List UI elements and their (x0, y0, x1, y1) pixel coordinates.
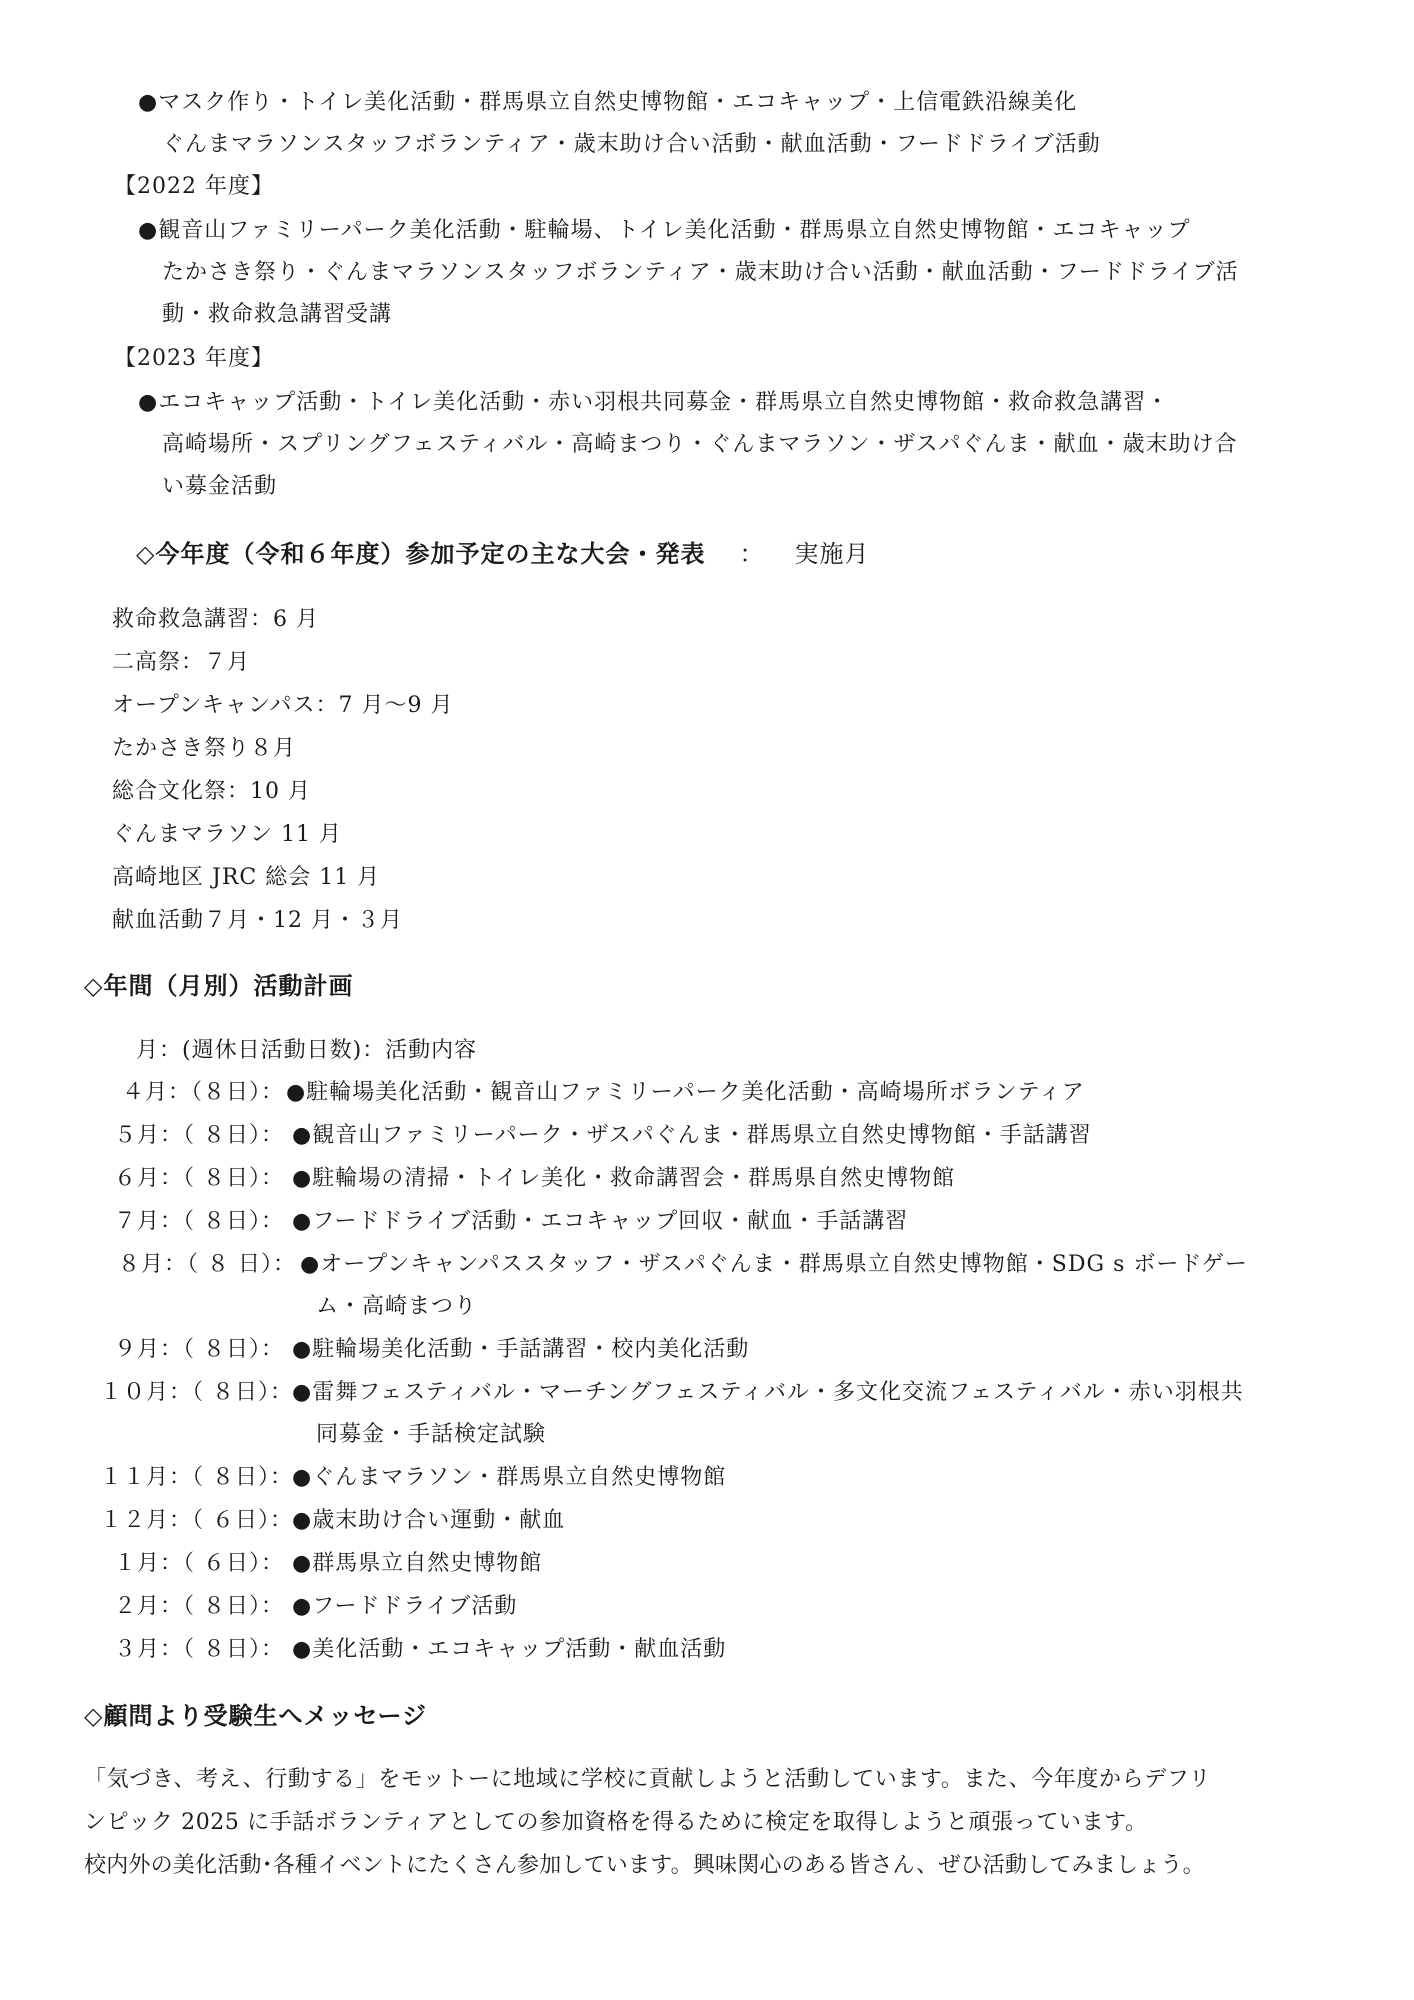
event-item: オープンキャンパス：7 月〜9 月 (112, 693, 454, 718)
plan-row-label: ４月：（８日）： (121, 1080, 284, 1105)
past-activities-line: ぐんまマラソンスタッフボランティア・歳末助け合い活動・献血活動・フードドライブ活動 (162, 132, 1101, 157)
past-activities-line: ●マスク作り・トイレ美化活動・群馬県立自然史博物館・エコキャップ・上信電鉄沿線美化 (138, 90, 1078, 115)
events-heading-colon: ： (739, 540, 765, 568)
year-2023-line: ●エコキャップ活動・トイレ美化活動・赤い羽根共同募金・群馬県立自然史博物館・救命救急講習・ (138, 390, 1170, 415)
plan-row-text: ●ぐんまマラソン・群馬県立自然史博物館 (292, 1465, 727, 1490)
plan-row-text: ●歳末助け合い運動・献血 (292, 1508, 566, 1533)
plan-row-label: ９月：（ ８日）： (114, 1337, 284, 1362)
year-2022-line: たかさき祭り・ぐんまマラソンスタッフボランティア・歳末助け合い活動・献血活動・フードドライブ活 (162, 260, 1239, 285)
plan-row-label: １月：（ ６日）： (114, 1551, 284, 1576)
year-2023-line: い募金活動 (162, 474, 278, 499)
plan-row-text: ●駐輪場美化活動・観音山ファミリーパーク美化活動・高崎場所ボランティア (286, 1080, 1085, 1105)
year-2022-line: ●観音山ファミリーパーク美化活動・駐輪場、トイレ美化活動・群馬県立自然史博物館・エコキャップ (138, 218, 1191, 243)
plan-heading: ◇年間（月別）活動計画 (84, 971, 354, 1000)
message-heading: ◇顧問より受験生へメッセージ (84, 1701, 428, 1730)
message-line: ンピック 2025 に手話ボランティアとしての参加資格を得るために検定を取得しようと頑張っています。 (84, 1810, 1148, 1835)
year-2022-label: 【2022 年度】 (114, 174, 274, 199)
message-line: 校内外の美化活動･各種イベントにたくさん参加しています。興味関心のある皆さん、ぜひ活動してみましょう。 (84, 1853, 1205, 1878)
plan-header-row: 月：(週休日活動日数)：活動内容 (136, 1038, 478, 1063)
plan-row-text: ●フードドライブ活動・エコキャップ回収・献血・手話講習 (292, 1209, 909, 1234)
message-line: 「気づき、考え、行動する」をモットーに地域に学校に貢献しようと活動しています。また、今年度からデフリ (84, 1767, 1212, 1792)
event-item: ぐんまマラソン 11 月 (112, 822, 342, 847)
plan-row-text: ●駐輪場の清掃・トイレ美化・救命講習会・群馬県自然史博物館 (292, 1166, 956, 1191)
event-item: 献血活動７月・12 月・３月 (112, 908, 403, 933)
events-heading-aside: 実施月 (794, 540, 870, 568)
year-2023-line: 高崎場所・スプリングフェスティバル・高崎まつり・ぐんまマラソン・ザスパぐんま・献血・歳末助け合 (162, 432, 1238, 457)
plan-row-text: ム・高崎まつり (316, 1294, 478, 1319)
plan-row-label: ６月：（ ８日）： (114, 1166, 284, 1191)
plan-row-text: ●オープンキャンパススタッフ・ザスパぐんま・群馬県立自然史博物館・SDG s ボードゲー (300, 1252, 1248, 1277)
plan-row-label: ３月：（ ８日）： (114, 1637, 284, 1662)
plan-row-text: ●群馬県立自然史博物館 (292, 1551, 543, 1576)
plan-row-label: ７月：（ ８日）： (114, 1209, 284, 1234)
events-heading (136, 538, 869, 570)
plan-row-label: １２月：（ ６日）： (100, 1508, 293, 1533)
plan-row-text: ●駐輪場美化活動・手話講習・校内美化活動 (292, 1337, 750, 1362)
plan-row-text: ●観音山ファミリーパーク・ザスパぐんま・群馬県立自然史博物館・手話講習 (292, 1123, 1092, 1148)
plan-row-text: ●雷舞フェスティバル・マーチングフェスティバル・多文化交流フェスティバル・赤い羽根共 (292, 1380, 1244, 1405)
plan-row-label: ８月：（ ８ 日）： (118, 1252, 296, 1277)
event-item: たかさき祭り８月 (112, 736, 297, 761)
plan-row-label: ５月：（ ８日）： (114, 1123, 284, 1148)
plan-row-label: １１月：（ ８日）： (100, 1465, 293, 1490)
event-item: 救命救急講習：6 月 (112, 607, 319, 632)
events-heading-text: ◇今年度（令和６年度）参加予定の主な大会・発表 (136, 539, 706, 568)
plan-row-text: ●フードドライブ活動 (292, 1594, 518, 1619)
plan-row-label: １０月：（ ８日）： (100, 1380, 293, 1405)
event-item: 高崎地区 JRC 総会 11 月 (112, 865, 381, 890)
plan-row-text: 同募金・手話検定試験 (316, 1422, 547, 1447)
plan-row-label: ２月：（ ８日）： (114, 1594, 284, 1619)
event-item: 二高祭：７月 (112, 650, 251, 675)
plan-row-text: ●美化活動・エコキャップ活動・献血活動 (292, 1637, 727, 1662)
event-item: 総合文化祭：10 月 (112, 779, 311, 804)
year-2023-label: 【2023 年度】 (114, 346, 274, 371)
year-2022-line: 動・救命救急講習受講 (162, 302, 393, 327)
